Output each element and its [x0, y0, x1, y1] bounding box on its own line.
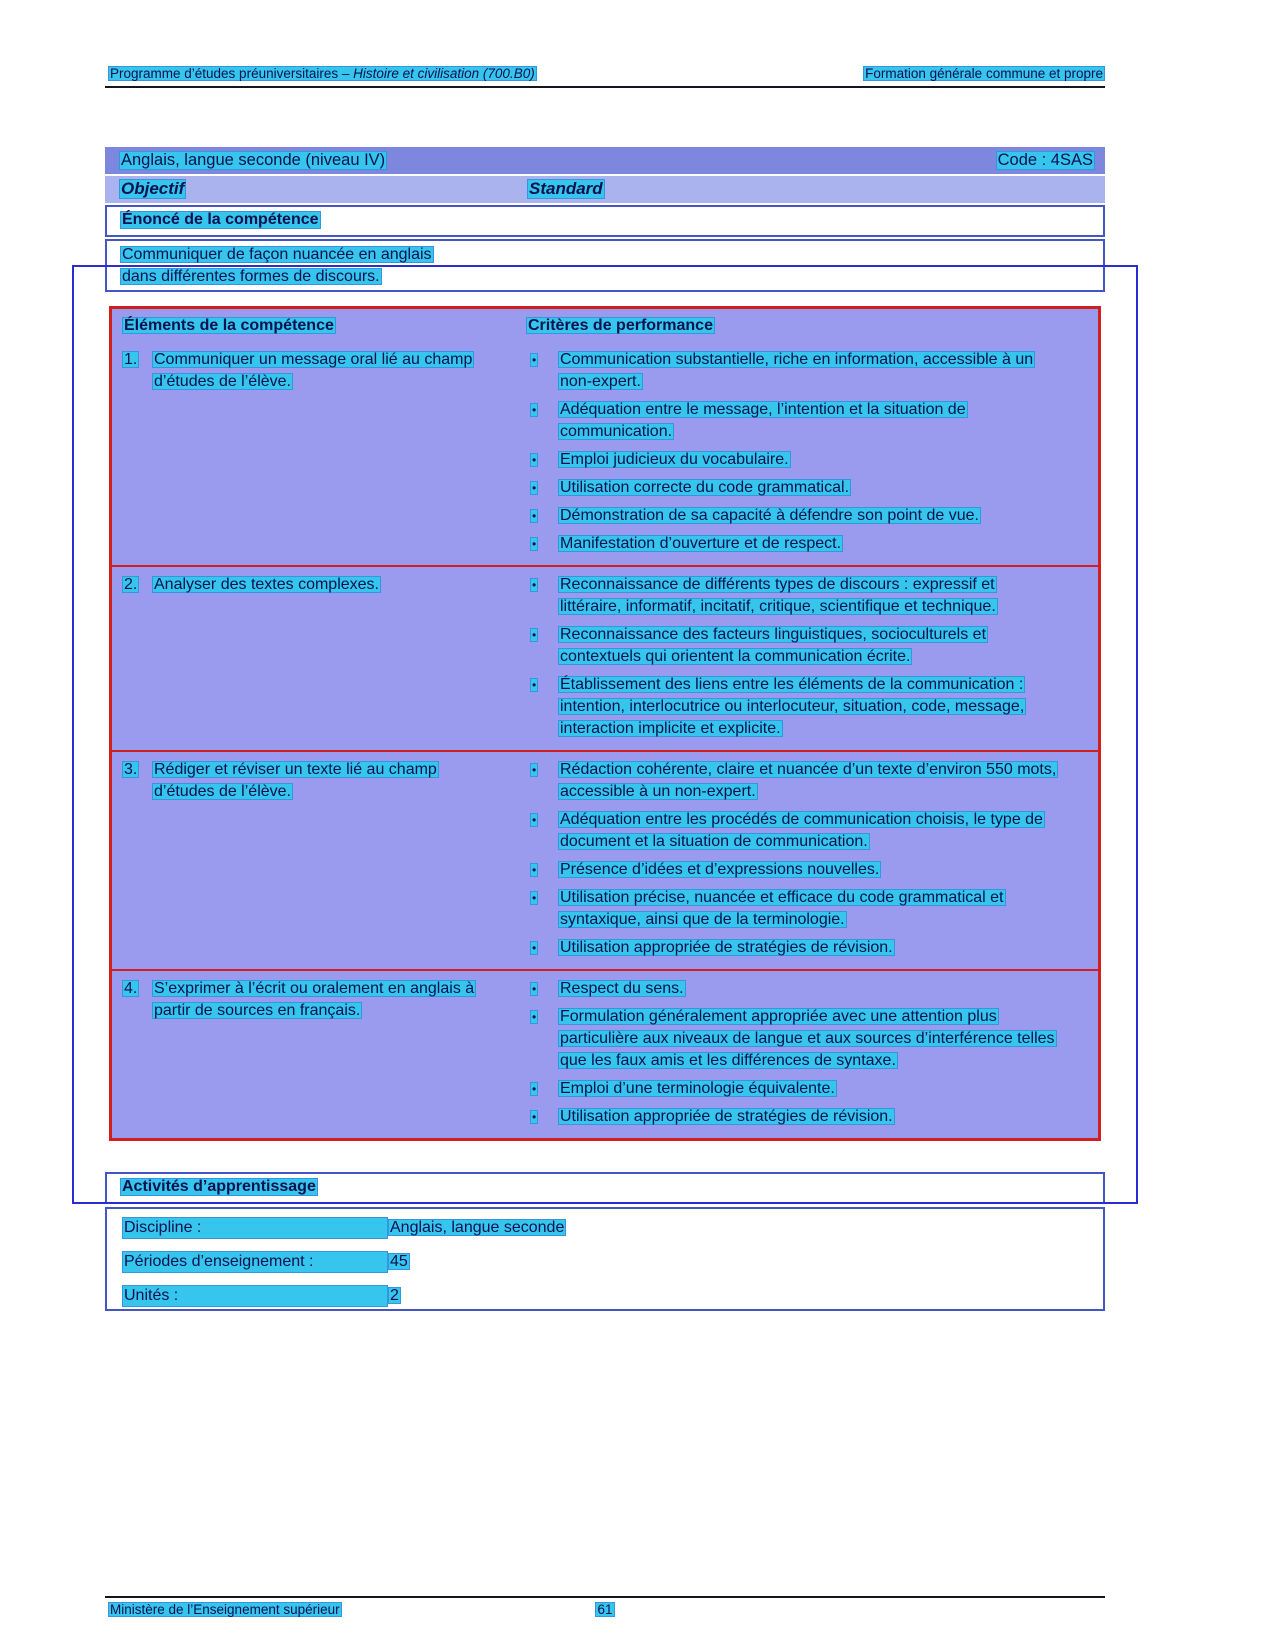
criterion-item [522, 574, 1098, 618]
table-header-row [112, 309, 1098, 342]
bullet-icon: • [532, 1010, 537, 1024]
criterion-text: Utilisation appropriée de stratégies de révision. [560, 939, 893, 956]
criterion-item [522, 1106, 1098, 1128]
footer-rule [105, 1596, 1105, 1598]
criteria-cell [522, 978, 1098, 1134]
competence-table [109, 306, 1101, 1141]
objectif-standard-bar [105, 176, 1105, 203]
footer-ministry: Ministère de l’Enseignement supérieur [110, 1602, 340, 1617]
criterion-item [522, 624, 1098, 668]
criterion-item [522, 1078, 1098, 1100]
bullet-icon: • [532, 578, 537, 592]
bullet-icon: • [532, 1110, 537, 1124]
header-rule [105, 86, 1105, 88]
criterion-text: Communication substantielle, riche en information, accessible à un non-expert. [560, 351, 1034, 390]
criterion-item [522, 505, 1098, 527]
element-text: Analyser des textes complexes. [154, 576, 379, 593]
bullet-icon: • [532, 891, 537, 905]
criterion-item [522, 759, 1098, 803]
criterion-text: Utilisation correcte du code grammatical. [560, 479, 850, 496]
element-number: 3. [124, 761, 138, 778]
criterion-item [522, 1006, 1098, 1072]
element-cell [112, 574, 522, 746]
criterion-item [522, 674, 1098, 740]
bullet-icon: • [532, 678, 537, 692]
element-number: 1. [124, 351, 138, 368]
field-value: Anglais, langue seconde [390, 1219, 565, 1236]
element-text: Communiquer un message oral lié au champ d’études de l’élève. [154, 351, 473, 390]
header-title [108, 66, 537, 81]
element-text: Rédiger et réviser un texte lié au champ d’études de l’élève. [154, 761, 437, 800]
table-row [112, 342, 1098, 565]
standard-heading: Standard [529, 179, 603, 198]
criterion-text: Utilisation précise, nuancée et efficace du code grammatical et syntaxique, ainsi que de la terminologie. [560, 889, 1004, 928]
field-periodes [122, 1251, 1103, 1273]
activites-heading-box [105, 1172, 1105, 1204]
bullet-icon: • [532, 982, 537, 996]
bullet-icon: • [532, 863, 537, 877]
element-cell [112, 349, 522, 561]
criterion-text: Manifestation d’ouverture et de respect. [560, 535, 842, 552]
criterion-text: Reconnaissance des facteurs linguistiques, socioculturels et contextuels qui orientent la communication écrite. [560, 626, 987, 665]
bullet-icon: • [532, 628, 537, 642]
element-text: S’exprimer à l’écrit ou oralement en anglais à partir de sources en français. [154, 980, 475, 1019]
field-label: Périodes d’enseignement : [122, 1251, 388, 1273]
header-program-name: Histoire et civilisation (700.B0) [353, 66, 535, 81]
enonce-heading-box [105, 205, 1105, 237]
criterion-item [522, 809, 1098, 853]
enonce-statement-box [105, 239, 1105, 292]
criterion-item [522, 399, 1098, 443]
bullet-icon: • [532, 941, 537, 955]
bullet-icon: • [532, 509, 537, 523]
criteria-cell [522, 574, 1098, 746]
activites-heading: Activités d’apprentissage [122, 1178, 316, 1195]
header-program: Programme d’études préuniversitaires – [110, 66, 354, 81]
criterion-item [522, 887, 1098, 931]
criterion-text: Adéquation entre le message, l’intention et la situation de communication. [560, 401, 966, 440]
criterion-text: Emploi judicieux du vocabulaire. [560, 451, 789, 468]
criterion-item [522, 859, 1098, 881]
course-code: Code : 4SAS [997, 151, 1093, 169]
field-value: 45 [390, 1253, 408, 1270]
table-row [112, 750, 1098, 969]
field-value: 2 [390, 1287, 399, 1304]
criteria-cell [522, 349, 1098, 561]
field-label: Discipline : [122, 1217, 388, 1239]
statement-line-2: dans différentes formes de discours. [122, 268, 380, 285]
field-label: Unités : [122, 1285, 388, 1307]
bullet-icon: • [532, 403, 537, 417]
bullet-icon: • [532, 1082, 537, 1096]
bullet-icon: • [532, 537, 537, 551]
criterion-text: Utilisation appropriée de stratégies de révision. [560, 1108, 893, 1125]
criterion-item [522, 533, 1098, 555]
criterion-item [522, 349, 1098, 393]
course-title: Anglais, langue seconde (niveau IV) [121, 151, 386, 169]
criterion-item [522, 978, 1098, 1000]
criterion-text: Démonstration de sa capacité à défendre son point de vue. [560, 507, 979, 524]
element-cell [112, 978, 522, 1134]
table-row [112, 969, 1098, 1138]
bullet-icon: • [532, 763, 537, 777]
criterion-item [522, 477, 1098, 499]
enonce-heading: Énoncé de la compétence [122, 211, 319, 228]
table-row [112, 565, 1098, 750]
bullet-icon: • [532, 813, 537, 827]
criterion-text: Reconnaissance de différents types de discours : expressif et littéraire, informatif, incitatif, critique, scientifique et technique. [560, 576, 996, 615]
bullet-icon: • [532, 353, 537, 367]
criterion-item [522, 449, 1098, 471]
statement-line-1: Communiquer de façon nuancée en anglais [122, 246, 432, 263]
criterion-text: Emploi d’une terminologie équivalente. [560, 1080, 835, 1097]
activites-fields-box [105, 1207, 1105, 1311]
element-cell [112, 759, 522, 965]
element-number: 2. [124, 576, 138, 593]
criterion-text: Adéquation entre les procédés de communication choisis, le type de document et la situation de communication. [560, 811, 1043, 850]
element-number: 4. [124, 980, 138, 997]
header-section: Formation générale commune et propre [865, 66, 1103, 81]
criterion-text: Rédaction cohérente, claire et nuancée d’un texte d’environ 550 mots, accessible à un non-expert. [560, 761, 1057, 800]
field-unites [122, 1285, 1103, 1307]
course-title-bar [105, 147, 1105, 174]
footer-page-number: 61 [597, 1602, 613, 1617]
criterion-text: Respect du sens. [560, 980, 684, 997]
criterion-item [522, 937, 1098, 959]
criterion-text: Formulation généralement appropriée avec une attention plus particulière aux niveaux de langue et aux sources d’interférence telles que les faux amis et les différences de syntaxe. [560, 1008, 1055, 1069]
criterion-text: Établissement des liens entre les éléments de la communication : intention, interlocutrice ou interlocuteur, situation, code, message, interaction implicite et explicite. [560, 676, 1025, 737]
column-header-criteres: Critères de performance [528, 316, 713, 334]
field-discipline [122, 1217, 1103, 1239]
objectif-heading: Objectif [121, 179, 185, 198]
criteria-cell [522, 759, 1098, 965]
criterion-text: Présence d’idées et d’expressions nouvelles. [560, 861, 880, 878]
column-header-elements: Éléments de la compétence [124, 316, 334, 334]
bullet-icon: • [532, 481, 537, 495]
bullet-icon: • [532, 453, 537, 467]
